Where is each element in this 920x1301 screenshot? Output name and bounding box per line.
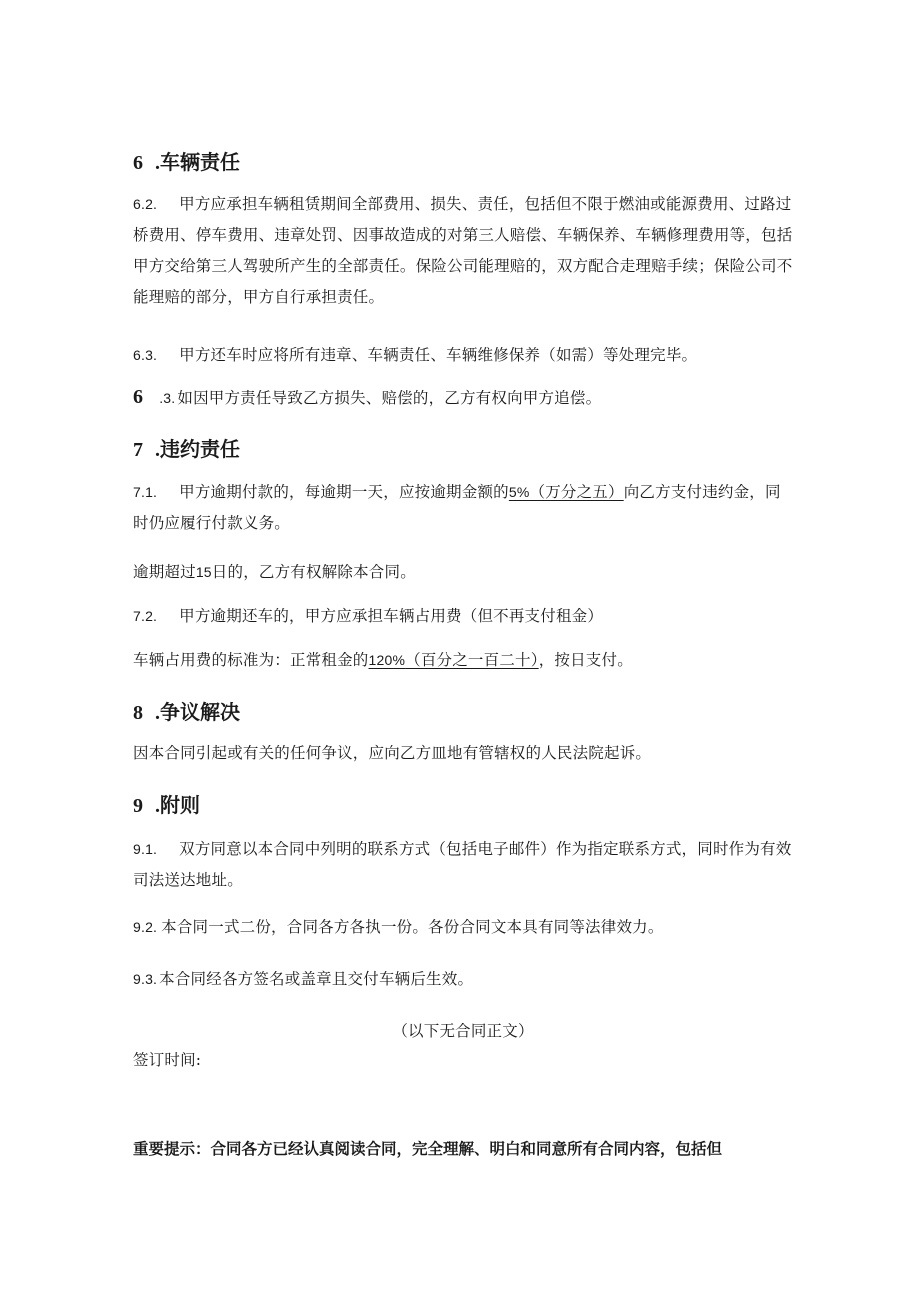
sign-time-label: 签订时间:: [133, 1051, 202, 1069]
clause-text: 因本合同引起或有关的任何争议，应向乙方皿地有管辖权的人民法院起诉。: [133, 744, 652, 762]
section-heading-7: [133, 435, 793, 464]
section-heading-6: [133, 148, 793, 177]
penalty-rate-number: 5%: [508, 484, 530, 500]
section-title: .争议解决: [155, 702, 240, 724]
clause-9-2: [133, 912, 793, 943]
clause-text-after: 日的，乙方有权解除本合同。: [211, 563, 416, 581]
section-number: 7: [133, 439, 143, 461]
section-number: 6: [133, 152, 143, 174]
clause-text: 甲方逾期还车的，甲方应承担车辆占用费（但不再支付租金）: [179, 607, 604, 625]
clause-text: 如因甲方责任导致乙方损失、赔偿的，乙方有权向甲方追偿。: [177, 389, 602, 407]
clause-7-1: [133, 477, 793, 539]
clause-text: 本合同经各方签名或盖章且交付车辆后生效。: [159, 970, 474, 988]
section-heading-8: [133, 698, 793, 727]
clause-number: 7.1.: [133, 484, 158, 500]
clause-7-2-b: [133, 645, 793, 676]
clause-sub-number: .3.: [159, 390, 176, 406]
clause-text: 甲方还车时应将所有违章、车辆责任、车辆维修保养（如需）等处理完毕。: [179, 346, 698, 364]
clause-number: 6.2.: [133, 196, 158, 212]
clause-number: 6: [133, 386, 144, 408]
section-title: .车辆责任: [155, 152, 240, 174]
section-number: 8: [133, 702, 143, 724]
overdue-days: 15: [195, 564, 212, 580]
occupancy-rate: [369, 651, 539, 669]
section-number: 9: [133, 795, 143, 817]
clause-number: 6.3.: [133, 347, 158, 363]
clause-9-1: [133, 834, 793, 896]
clause-number: 7.2.: [133, 608, 158, 624]
clause-9-3: [133, 964, 793, 995]
clause-text: 双方同意以本合同中列明的联系方式（包括电子邮件）作为指定联系方式，同时作为有效司法送达地址。: [133, 840, 792, 889]
section-title: .违约责任: [155, 439, 240, 461]
clause-8: [133, 738, 793, 769]
clause-6-3: [133, 340, 793, 371]
end-of-contract-note: （以下无合同正文）: [392, 1022, 534, 1040]
clause-text-before: 甲方逾期付款的，每逾期一天，应按逾期金额的: [179, 483, 509, 501]
section-title: .附则: [155, 795, 200, 817]
penalty-rate: [509, 483, 624, 501]
clause-text-before: 车辆占用费的标准为：正常租金的: [133, 651, 369, 669]
clause-7-1-b: [133, 557, 793, 588]
clause-text: 甲方应承担车辆租赁期间全部费用、损失、责任，包括但不限于燃油或能源费用、过路过桥费用、停车费用、违章处罚、因事故造成的对第三人赔偿、车辆保养、车辆修理费用等，包括甲方交给第三人驾驶所产生的全部责任。保险公司能理赔的，双方配合走理赔手续；保险公司不能理赔的部分，甲方自行承担责任。: [133, 195, 793, 306]
section-heading-9: [133, 791, 793, 820]
clause-text-after: ，按日支付。: [538, 651, 633, 669]
clause-text-before: 逾期超过: [133, 563, 196, 581]
clause-6-2: [133, 189, 793, 313]
occupancy-rate-number: 120%: [368, 652, 406, 668]
clause-number: 9.1.: [133, 841, 158, 857]
clause-text: 本合同一式二份，合同各方各执一份。各份合同文本具有同等法律效力。: [161, 918, 664, 936]
clause-6-3-b: [133, 382, 793, 414]
clause-number: 9.3.: [133, 971, 158, 987]
clause-number: 9.2.: [133, 919, 158, 935]
penalty-rate-text: （万分之五）: [529, 483, 624, 501]
clause-7-2: [133, 601, 793, 632]
important-notice: 重要提示：合同各方已经认真阅读合同，完全理解、明白和同意所有合同内容，包括但: [133, 1139, 723, 1158]
clause-text-after: 向乙方支付违约金，同时仍应履行付款义务。: [133, 483, 781, 532]
occupancy-rate-text: （百分之一百二十）: [405, 651, 539, 669]
